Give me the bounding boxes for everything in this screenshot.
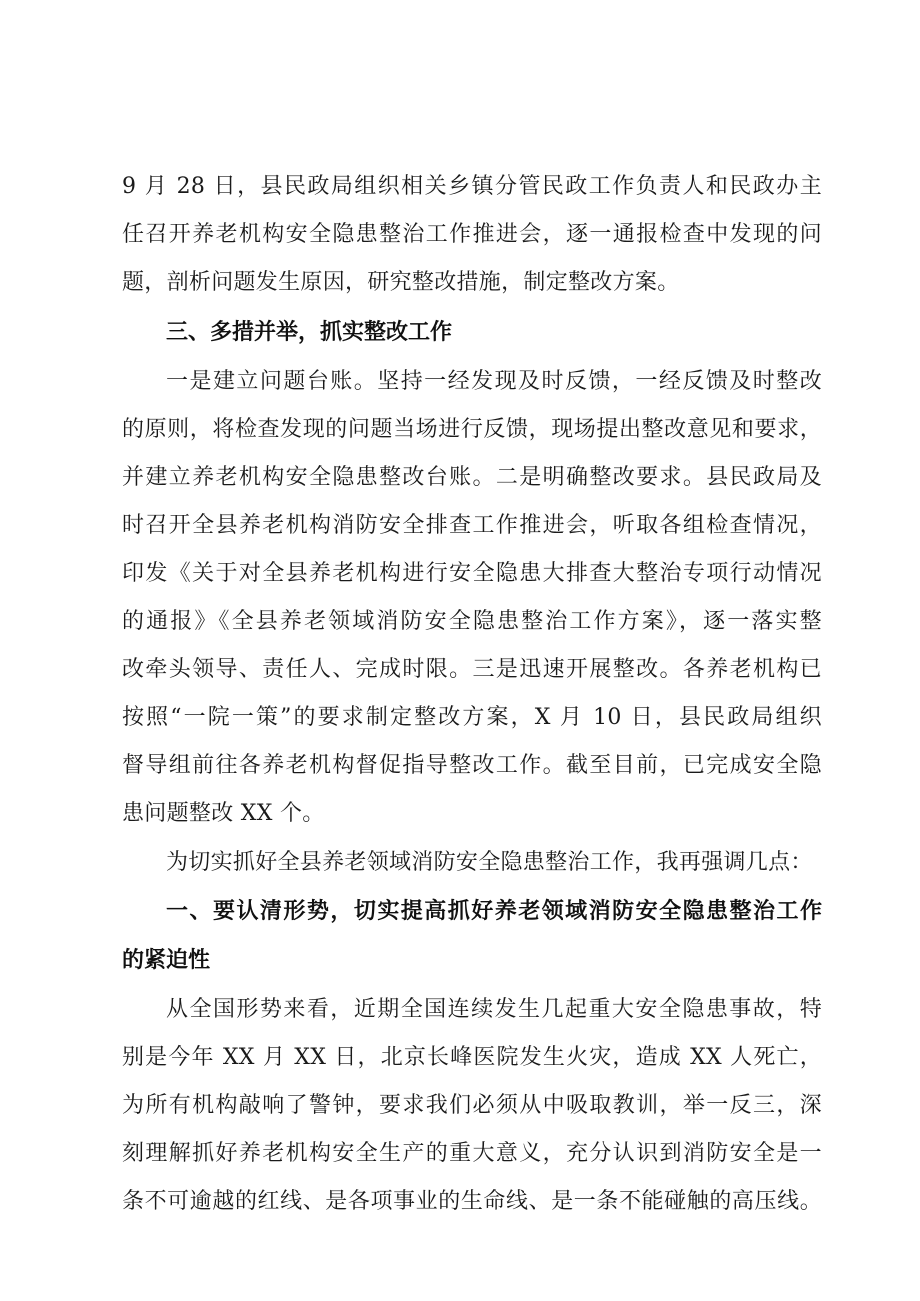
paragraph-4-line-2: 别是今年 XX 月 XX 日，北京长峰医院发生火灾，造成 XX 人死亡， xyxy=(122,1045,822,1070)
paragraph-2-line-6: 的通报》《全县养老领域消防安全隐患整治工作方案》，逐一落实整 xyxy=(122,609,822,634)
paragraph-2-line-10: 患问题整改 XX 个。 xyxy=(122,801,325,826)
paragraph-2-line-8: 按照“一院一策”的要求制定整改方案，X 月 10 日，县民政局组织 xyxy=(122,705,822,730)
paragraph-1-line-3: 题，剖析问题发生原因，研究整改措施，制定整改方案。 xyxy=(122,270,680,295)
paragraph-2-line-9: 督导组前往各养老机构督促指导整改工作。截至目前，已完成安全隐 xyxy=(122,753,822,778)
paragraph-4-line-1: 从全国形势来看，近期全国连续发生几起重大安全隐患事故，特 xyxy=(166,997,822,1022)
paragraph-2-line-2: 的原则，将检查发现的问题当场进行反馈，现场提出整改意见和要求， xyxy=(122,417,822,442)
paragraph-2-line-7: 改牵头领导、责任人、完成时限。三是迅速开展整改。各养老机构已 xyxy=(122,657,822,682)
paragraph-3: 为切实抓好全县养老领域消防安全隐患整治工作，我再强调几点： xyxy=(166,850,813,875)
paragraph-1-line-2: 任召开养老机构安全隐患整治工作推进会，逐一通报检查中发现的问 xyxy=(122,222,822,247)
paragraph-4-line-4: 刻理解抓好养老机构安全生产的重大意义，充分认识到消防安全是一 xyxy=(122,1141,822,1166)
paragraph-4-line-3: 为所有机构敲响了警钟，要求我们必须从中吸取教训，举一反三，深 xyxy=(122,1093,822,1118)
paragraph-1-line-1: 9 月 28 日，县民政局组织相关乡镇分管民政工作负责人和民政办主 xyxy=(122,174,822,199)
paragraph-4-line-5: 条不可逾越的红线、是各项事业的生命线、是一条不能碰触的高压线。 xyxy=(122,1189,822,1214)
paragraph-2-line-4: 时召开全县养老机构消防安全排查工作推进会，听取各组检查情况， xyxy=(122,513,822,538)
paragraph-2-line-3: 并建立养老机构安全隐患整改台账。二是明确整改要求。县民政局及 xyxy=(122,465,822,490)
section-heading-1-line-2: 的紧迫性 xyxy=(122,948,211,973)
section-heading-1-line-1: 一、要认清形势，切实提高抓好养老领域消防安全隐患整治工作 xyxy=(166,899,822,924)
section-heading-3: 三、多措并举，抓实整改工作 xyxy=(166,320,453,345)
paragraph-2-line-5: 印发《关于对全县养老机构进行安全隐患大排查大整治专项行动情况 xyxy=(122,561,822,586)
paragraph-2-line-1: 一是建立问题台账。坚持一经发现及时反馈，一经反馈及时整改 xyxy=(166,369,822,394)
